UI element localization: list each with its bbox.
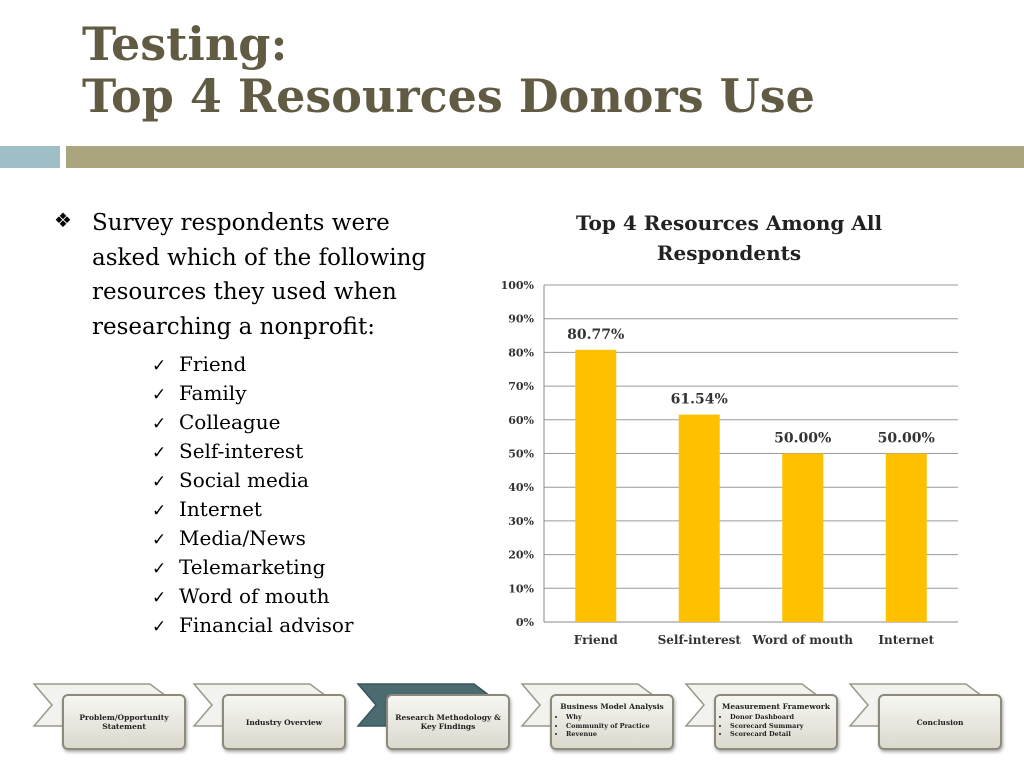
y-tick-label: 70% <box>508 380 534 394</box>
x-tick-label: Self-interest <box>657 633 741 647</box>
checklist-item-label: Word of mouth <box>179 584 330 608</box>
nav-step[interactable] <box>520 676 688 768</box>
checkmark-icon: ✓ <box>152 443 167 463</box>
checkmark-icon: ✓ <box>152 472 167 492</box>
nav-step-label: Problem/Opportunity Statement <box>79 713 169 731</box>
nav-step-label: Research Methodology & Key Findings <box>395 713 501 731</box>
checklist-item <box>152 408 354 437</box>
y-tick-label: 20% <box>508 548 534 562</box>
data-label: 80.77% <box>567 326 625 343</box>
nav-step[interactable] <box>192 676 360 768</box>
nav-step[interactable] <box>684 676 852 768</box>
nav-step-label: Industry Overview <box>245 717 323 727</box>
checklist-item-label: Friend <box>179 352 247 376</box>
chart-title-line-1: Top 4 Resources Among All <box>575 211 883 235</box>
bar <box>782 454 823 623</box>
bar <box>575 350 616 622</box>
checklist-item <box>152 582 354 611</box>
checklist-item <box>152 495 354 524</box>
data-label: 50.00% <box>774 430 832 447</box>
resource-checklist <box>152 350 354 640</box>
nav-step-label: Measurement Framework <box>722 702 830 711</box>
bullet-point <box>54 206 454 344</box>
nav-step-label: Conclusion <box>916 717 964 727</box>
nav-step-subitem: • Why <box>566 713 650 722</box>
nav-step[interactable] <box>32 676 200 768</box>
checklist-item-label: Family <box>179 381 247 405</box>
process-navigation <box>0 676 1024 768</box>
nav-step-box[interactable] <box>386 694 510 750</box>
bar <box>886 454 927 623</box>
checkmark-icon: ✓ <box>152 356 167 376</box>
title-line-2: Top 4 Resources Donors Use <box>82 69 815 123</box>
checklist-item-label: Financial advisor <box>179 613 354 637</box>
title-rule-bar <box>66 146 1024 168</box>
checkmark-icon: ✓ <box>152 588 167 608</box>
y-tick-label: 80% <box>508 346 534 360</box>
nav-step[interactable] <box>848 676 1016 768</box>
checkmark-icon: ✓ <box>152 501 167 521</box>
bullet-text: Survey respondents were asked which of the following resources they used when researching a nonprofit: <box>92 210 427 340</box>
checklist-item <box>152 466 354 495</box>
bar-chart <box>478 200 978 660</box>
y-tick-label: 50% <box>508 447 534 461</box>
checklist-item-label: Social media <box>179 468 309 492</box>
title-rule-accent <box>0 146 60 168</box>
y-tick-label: 90% <box>508 312 534 326</box>
x-tick-label: Word of mouth <box>752 633 853 647</box>
nav-step-box[interactable] <box>550 694 674 750</box>
checklist-item-label: Internet <box>179 497 262 521</box>
checklist-item-label: Media/News <box>179 526 306 550</box>
y-tick-label: 40% <box>508 481 534 495</box>
nav-step-subitem: • Donor Dashboard <box>730 713 804 722</box>
checklist-item <box>152 524 354 553</box>
data-label: 50.00% <box>877 430 935 447</box>
y-tick-label: 0% <box>515 616 534 629</box>
checklist-item-label: Self-interest <box>179 439 304 463</box>
nav-step-subitem: • Community of Practice <box>566 722 650 731</box>
checkmark-icon: ✓ <box>152 530 167 550</box>
nav-step-sublist <box>722 713 804 739</box>
nav-step-box[interactable] <box>62 694 186 750</box>
data-label: 61.54% <box>670 391 728 408</box>
slide-title <box>82 18 815 122</box>
checklist-item <box>152 553 354 582</box>
checklist-item <box>152 437 354 466</box>
checkmark-icon: ✓ <box>152 559 167 579</box>
checklist-item <box>152 350 354 379</box>
checklist-item-label: Colleague <box>179 410 281 434</box>
diamond-bullet-icon: ❖ <box>54 208 72 232</box>
nav-step-box[interactable] <box>714 694 838 750</box>
nav-step-label: Business Model Analysis <box>560 702 664 711</box>
nav-step-sublist <box>558 713 650 739</box>
y-tick-label: 100% <box>500 279 534 292</box>
checkmark-icon: ✓ <box>152 617 167 637</box>
nav-step[interactable] <box>356 676 524 768</box>
chart-title-line-2: Respondents <box>656 241 802 265</box>
nav-step-box[interactable] <box>222 694 346 750</box>
nav-step-subitem: • Scorecard Detail <box>730 730 804 739</box>
y-tick-label: 60% <box>508 413 534 427</box>
checklist-item <box>152 379 354 408</box>
checklist-item-label: Telemarketing <box>179 555 326 579</box>
x-tick-label: Internet <box>878 633 935 647</box>
title-line-1: Testing: <box>82 17 288 71</box>
nav-step-subitem: • Scorecard Summary <box>730 722 804 731</box>
checkmark-icon: ✓ <box>152 385 167 405</box>
y-tick-label: 10% <box>508 582 534 596</box>
nav-step-subitem: • Revenue <box>566 730 650 739</box>
y-tick-label: 30% <box>508 514 534 528</box>
x-tick-label: Friend <box>573 633 618 647</box>
checklist-item <box>152 611 354 640</box>
checkmark-icon: ✓ <box>152 414 167 434</box>
nav-step-box[interactable] <box>878 694 1002 750</box>
bar <box>679 415 720 622</box>
